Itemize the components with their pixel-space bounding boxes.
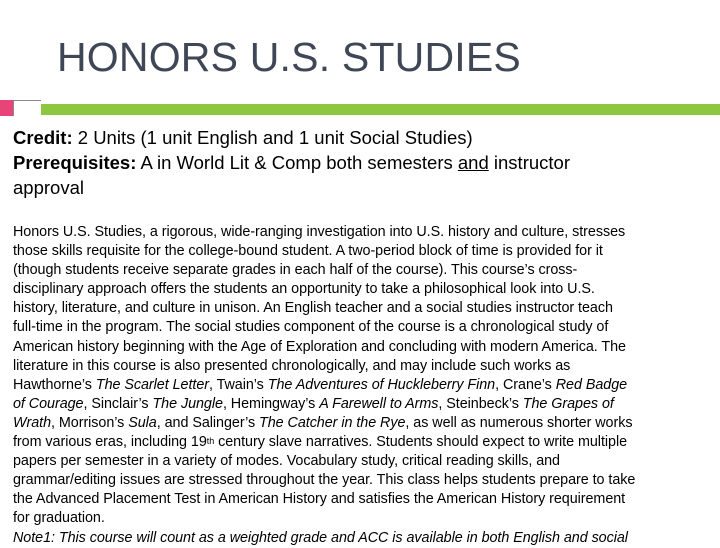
description-line: full-time in the program. The social studies component of the course is a chronological study of (13, 319, 609, 336)
accent-square-outline (13, 100, 41, 116)
description-line: grammar/editing issues are stressed throughout the year. This class helps students prepare to take (13, 472, 636, 489)
book-title: Red Badge (555, 376, 628, 393)
title-divider-bar (41, 104, 720, 115)
prerequisites-underlined: and (457, 152, 489, 173)
text: , Sinclair’s (83, 395, 153, 412)
description-line: disciplinary approach offers the students an opportunity to take a philosophical look into U.S. (13, 281, 595, 298)
description-line: those skills requisite for the college-bound student. A two-period block of time is provided for it (13, 243, 603, 260)
book-title: The Grapes of (522, 395, 614, 412)
course-info (13, 125, 713, 200)
description-line: papers per semester in a variety of modes. Vocabulary study, critical reading skills, and (13, 453, 560, 470)
description-line (13, 414, 715, 433)
description-line (13, 376, 715, 395)
prerequisites-text: A in World Lit & Comp both semesters (136, 152, 458, 173)
book-title: The Adventures of Huckleberry Finn (267, 376, 496, 393)
note-line (13, 529, 715, 548)
course-description (13, 223, 715, 548)
accent-square-pink (0, 100, 13, 116)
description-line (13, 395, 715, 414)
description-line: the Advanced Placement Test in American History and satisfies the American History requirement (13, 491, 626, 508)
text: from various eras, including 19 (13, 434, 207, 451)
prerequisites-line (13, 150, 713, 175)
book-title: Wrath (13, 414, 52, 431)
prerequisites-text-after: instructor (488, 152, 570, 173)
text: , and Salinger’s (156, 414, 260, 431)
note-text: Note1: This course will count as a weighted grade and ACC is available in both English and social (13, 529, 628, 546)
text: , as well as numerous shorter works (405, 414, 633, 431)
book-title: The Scarlet Letter (95, 376, 209, 393)
text: , Steinbeck’s (438, 395, 523, 412)
text: , Twain’s (208, 376, 268, 393)
prerequisites-label: Prerequisites: (13, 152, 137, 173)
text: , Crane’s (495, 376, 556, 393)
description-line: history, literature, and culture in unison. An English teacher and a social studies instructor teach (13, 300, 613, 317)
book-title: A Farewell to Arms (319, 395, 439, 412)
book-title: of Courage (13, 395, 84, 412)
superscript: th (206, 436, 215, 447)
description-line: (though students receive separate grades in each half of the course). This course’s cross- (13, 262, 578, 279)
prerequisites-line-2: approval (13, 177, 84, 198)
description-line: American history beginning with the Age of Exploration and concluding with modern America. The (13, 338, 626, 355)
text: , Hemingway’s (222, 395, 320, 412)
credit-text: 2 Units (1 unit English and 1 unit Social Studies) (72, 127, 473, 148)
book-title: Sula (128, 414, 157, 431)
book-title: The Catcher in the Rye (259, 414, 406, 431)
description-line: literature in this course is also presented chronologically, and may include such works as (13, 357, 571, 374)
description-line: for graduation. (13, 510, 105, 527)
slide-title: HONORS U.S. STUDIES (57, 34, 521, 80)
description-line: Honors U.S. Studies, a rigorous, wide-ranging investigation into U.S. history and culture, stresses (13, 224, 626, 240)
description-line (13, 433, 715, 452)
text: century slave narratives. Students should expect to write multiple (214, 434, 628, 451)
text: , Morrison’s (51, 414, 129, 431)
credit-line (13, 125, 713, 150)
book-title: The Jungle (152, 395, 223, 412)
text: Hawthorne’s (13, 376, 96, 393)
credit-label: Credit: (13, 127, 73, 148)
